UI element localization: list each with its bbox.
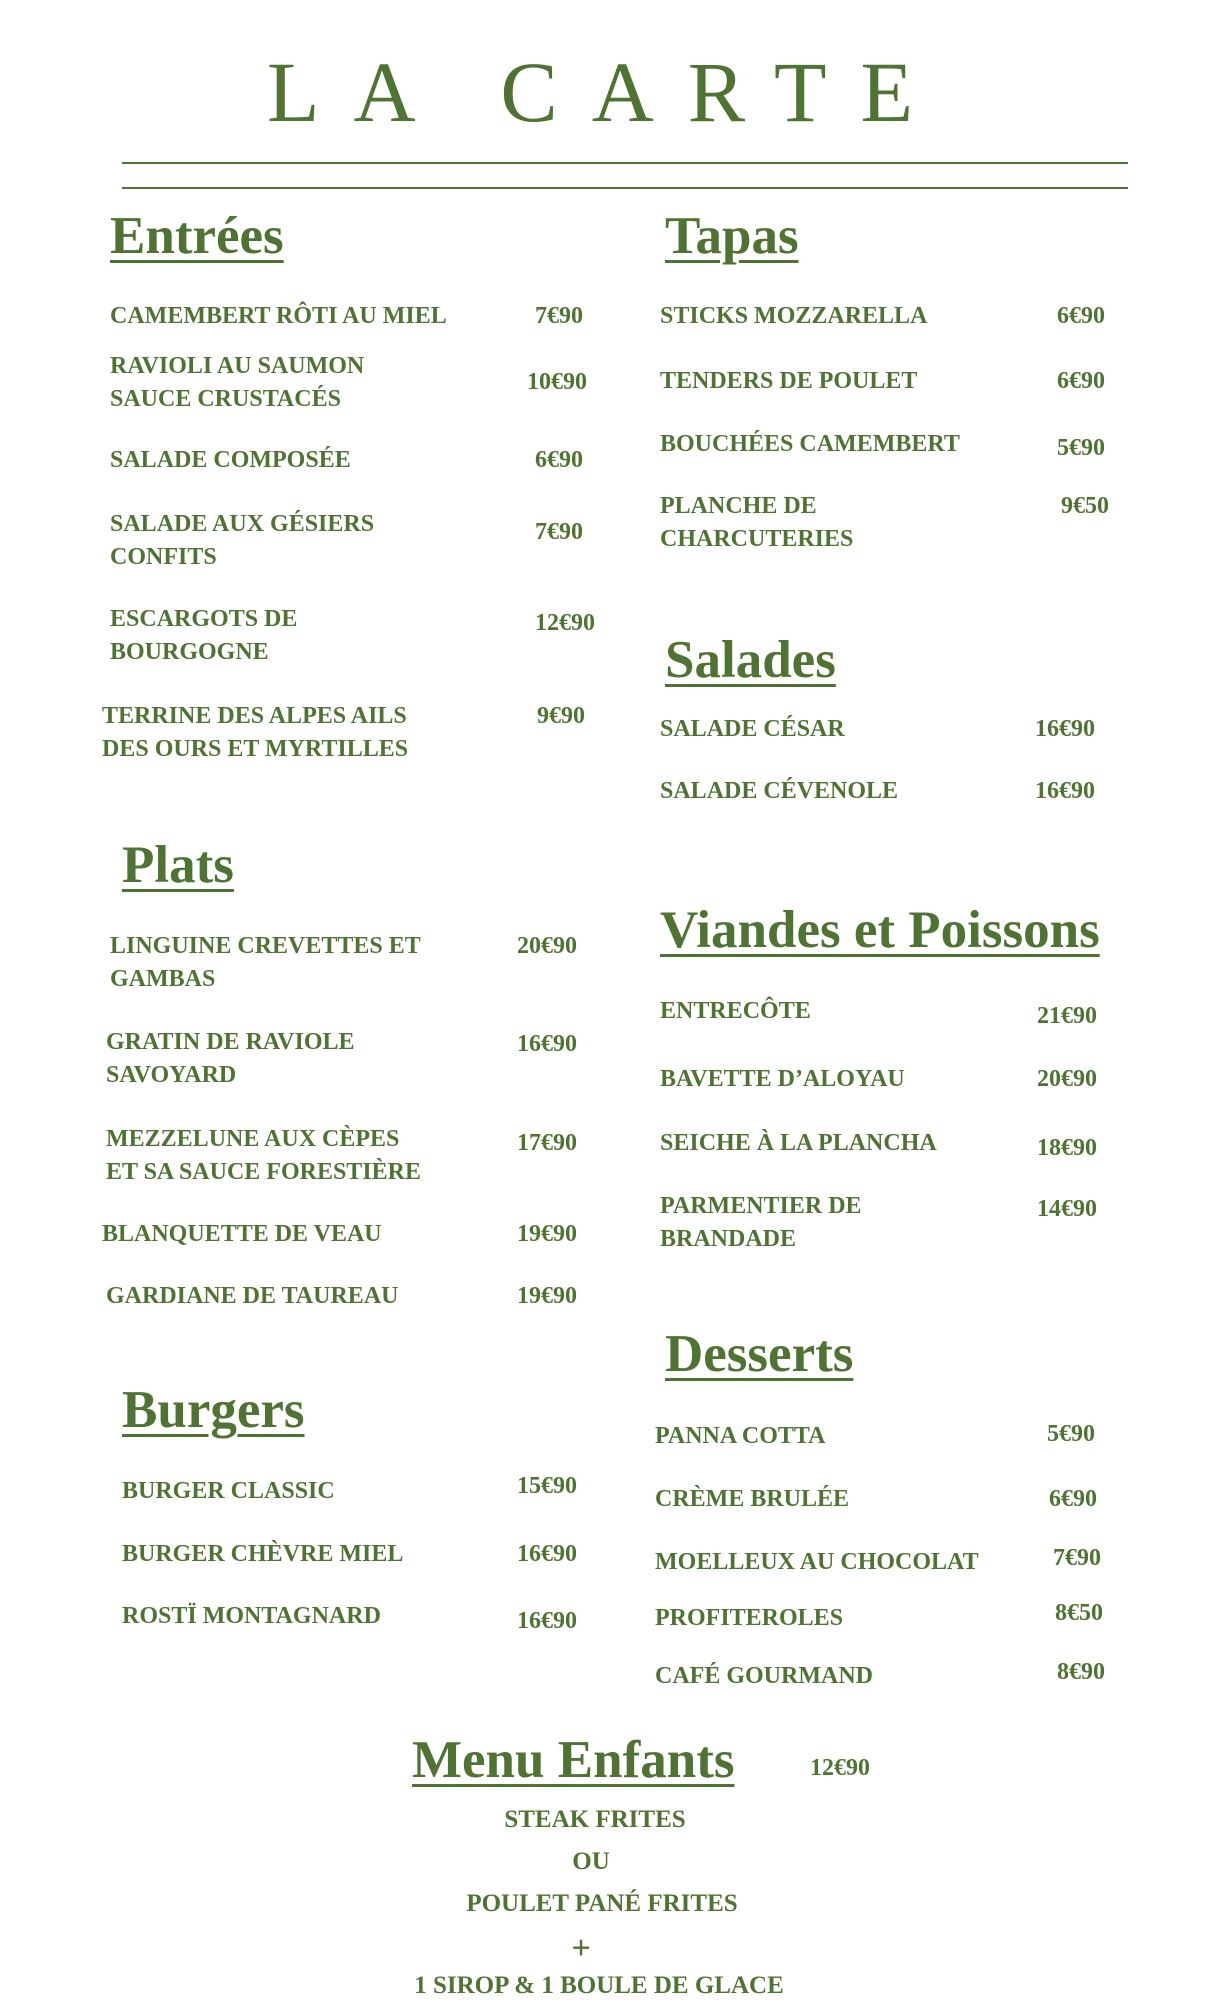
menu-item-name: ESCARGOTS DE BOURGOGNE xyxy=(110,606,298,665)
menu-item-price: 14€90 xyxy=(1037,1196,1097,1222)
menu-item-price: 7€90 xyxy=(535,303,583,329)
menu-item-price: 6€90 xyxy=(1049,1486,1097,1512)
menu-item-name: RAVIOLI AU SAUMON SAUCE CRUSTACÉS xyxy=(110,353,365,412)
menu-item-price: 19€90 xyxy=(517,1283,577,1309)
menu-item-name: BOUCHÉES CAMEMBERT xyxy=(660,431,960,457)
menu-item-price: 9€50 xyxy=(1061,493,1109,519)
menu-item-name: CRÈME BRULÉE xyxy=(655,1486,850,1512)
menu-item-name: SALADE CÉVENOLE xyxy=(660,778,899,804)
menu-item-price: 8€90 xyxy=(1057,1659,1105,1685)
menu-item-price: 5€90 xyxy=(1057,435,1105,461)
kids-menu-line: STEAK FRITES xyxy=(504,1806,686,1833)
kids-menu-line: POULET PANÉ FRITES xyxy=(466,1890,738,1917)
menu-item-price: 9€90 xyxy=(537,703,585,729)
menu-item-price: 20€90 xyxy=(1037,1066,1097,1092)
menu-item-price: 16€90 xyxy=(1035,716,1095,742)
menu-item-name: STICKS MOZZARELLA xyxy=(660,303,928,329)
kids-menu-line: 1 SIROP & 1 BOULE DE GLACE xyxy=(414,1972,784,1999)
menu-item-price: 6€90 xyxy=(535,447,583,473)
kids-menu-line: OU xyxy=(572,1848,610,1875)
menu-item-price: 6€90 xyxy=(1057,303,1105,329)
top-divider-2 xyxy=(122,187,1128,189)
menu-item-price: 7€90 xyxy=(1053,1545,1101,1571)
kids-menu-line: + xyxy=(571,1930,591,1967)
section-heading-desserts: Desserts xyxy=(665,1325,854,1383)
page-title: LA CARTE xyxy=(266,44,948,140)
section-heading-tapas: Tapas xyxy=(665,207,799,265)
menu-item-price: 18€90 xyxy=(1037,1135,1097,1161)
menu-item-name: GARDIANE DE TAUREAU xyxy=(106,1283,399,1309)
menu-item-price: 17€90 xyxy=(517,1130,577,1156)
menu-item-name: LINGUINE CREVETTES ET GAMBAS xyxy=(110,933,421,992)
section-heading-salades: Salades xyxy=(665,631,836,689)
menu-item-name: SEICHE À LA PLANCHA xyxy=(660,1130,937,1156)
section-heading-plats: Plats xyxy=(122,836,234,894)
menu-item-price: 16€90 xyxy=(1035,778,1095,804)
menu-item-price: 5€90 xyxy=(1047,1421,1095,1447)
menu-item-name: CAMEMBERT RÔTI AU MIEL xyxy=(110,303,447,329)
menu-item-name: PARMENTIER DE BRANDADE xyxy=(660,1193,862,1252)
menu-item-price: 21€90 xyxy=(1037,1003,1097,1029)
menu-item-name: MOELLEUX AU CHOCOLAT xyxy=(655,1549,979,1575)
menu-item-price: 16€90 xyxy=(517,1608,577,1634)
menu-item-price: 8€50 xyxy=(1055,1600,1103,1626)
menu-item-name: BURGER CLASSIC xyxy=(122,1478,335,1504)
menu-item-name: SALADE CÉSAR xyxy=(660,716,845,742)
menu-item-name: BLANQUETTE DE VEAU xyxy=(102,1221,382,1247)
kids-menu-price: 12€90 xyxy=(810,1755,870,1781)
menu-item-name: PLANCHE DE CHARCUTERIES xyxy=(660,493,854,552)
section-heading-entrees: Entrées xyxy=(110,207,284,265)
menu-item-name: CAFÉ GOURMAND xyxy=(655,1663,873,1689)
menu-item-price: 15€90 xyxy=(517,1473,577,1499)
menu-item-name: BURGER CHÈVRE MIEL xyxy=(122,1541,404,1567)
section-heading-viandes: Viandes et Poissons xyxy=(660,901,1100,959)
menu-item-name: PANNA COTTA xyxy=(655,1423,826,1449)
menu-item-name: GRATIN DE RAVIOLE SAVOYARD xyxy=(106,1029,355,1088)
menu-item-name: BAVETTE D’ALOYAU xyxy=(660,1066,905,1092)
menu-item-name: TERRINE DES ALPES AILS DES OURS ET MYRTILLES xyxy=(102,703,409,762)
menu-item-name: ENTRECÔTE xyxy=(660,998,811,1024)
section-heading-burgers: Burgers xyxy=(122,1381,305,1439)
menu-item-price: 12€90 xyxy=(535,610,595,636)
menu-item-price: 19€90 xyxy=(517,1221,577,1247)
menu-item-price: 7€90 xyxy=(535,519,583,545)
section-heading-kids-menu: Menu Enfants xyxy=(412,1731,735,1789)
menu-item-name: PROFITEROLES xyxy=(655,1605,844,1631)
menu-item-price: 16€90 xyxy=(517,1031,577,1057)
menu-item-name: MEZZELUNE AUX CÈPES ET SA SAUCE FORESTIÈRE xyxy=(106,1126,421,1185)
menu-item-price: 20€90 xyxy=(517,933,577,959)
menu-item-name: ROSTÏ MONTAGNARD xyxy=(122,1603,381,1629)
top-divider-1 xyxy=(122,162,1128,164)
menu-item-name: SALADE AUX GÉSIERS CONFITS xyxy=(110,511,375,570)
menu-item-price: 10€90 xyxy=(527,369,587,395)
menu-item-price: 6€90 xyxy=(1057,368,1105,394)
menu-item-name: TENDERS DE POULET xyxy=(660,368,918,394)
menu-item-price: 16€90 xyxy=(517,1541,577,1567)
menu-item-name: SALADE COMPOSÉE xyxy=(110,447,351,473)
